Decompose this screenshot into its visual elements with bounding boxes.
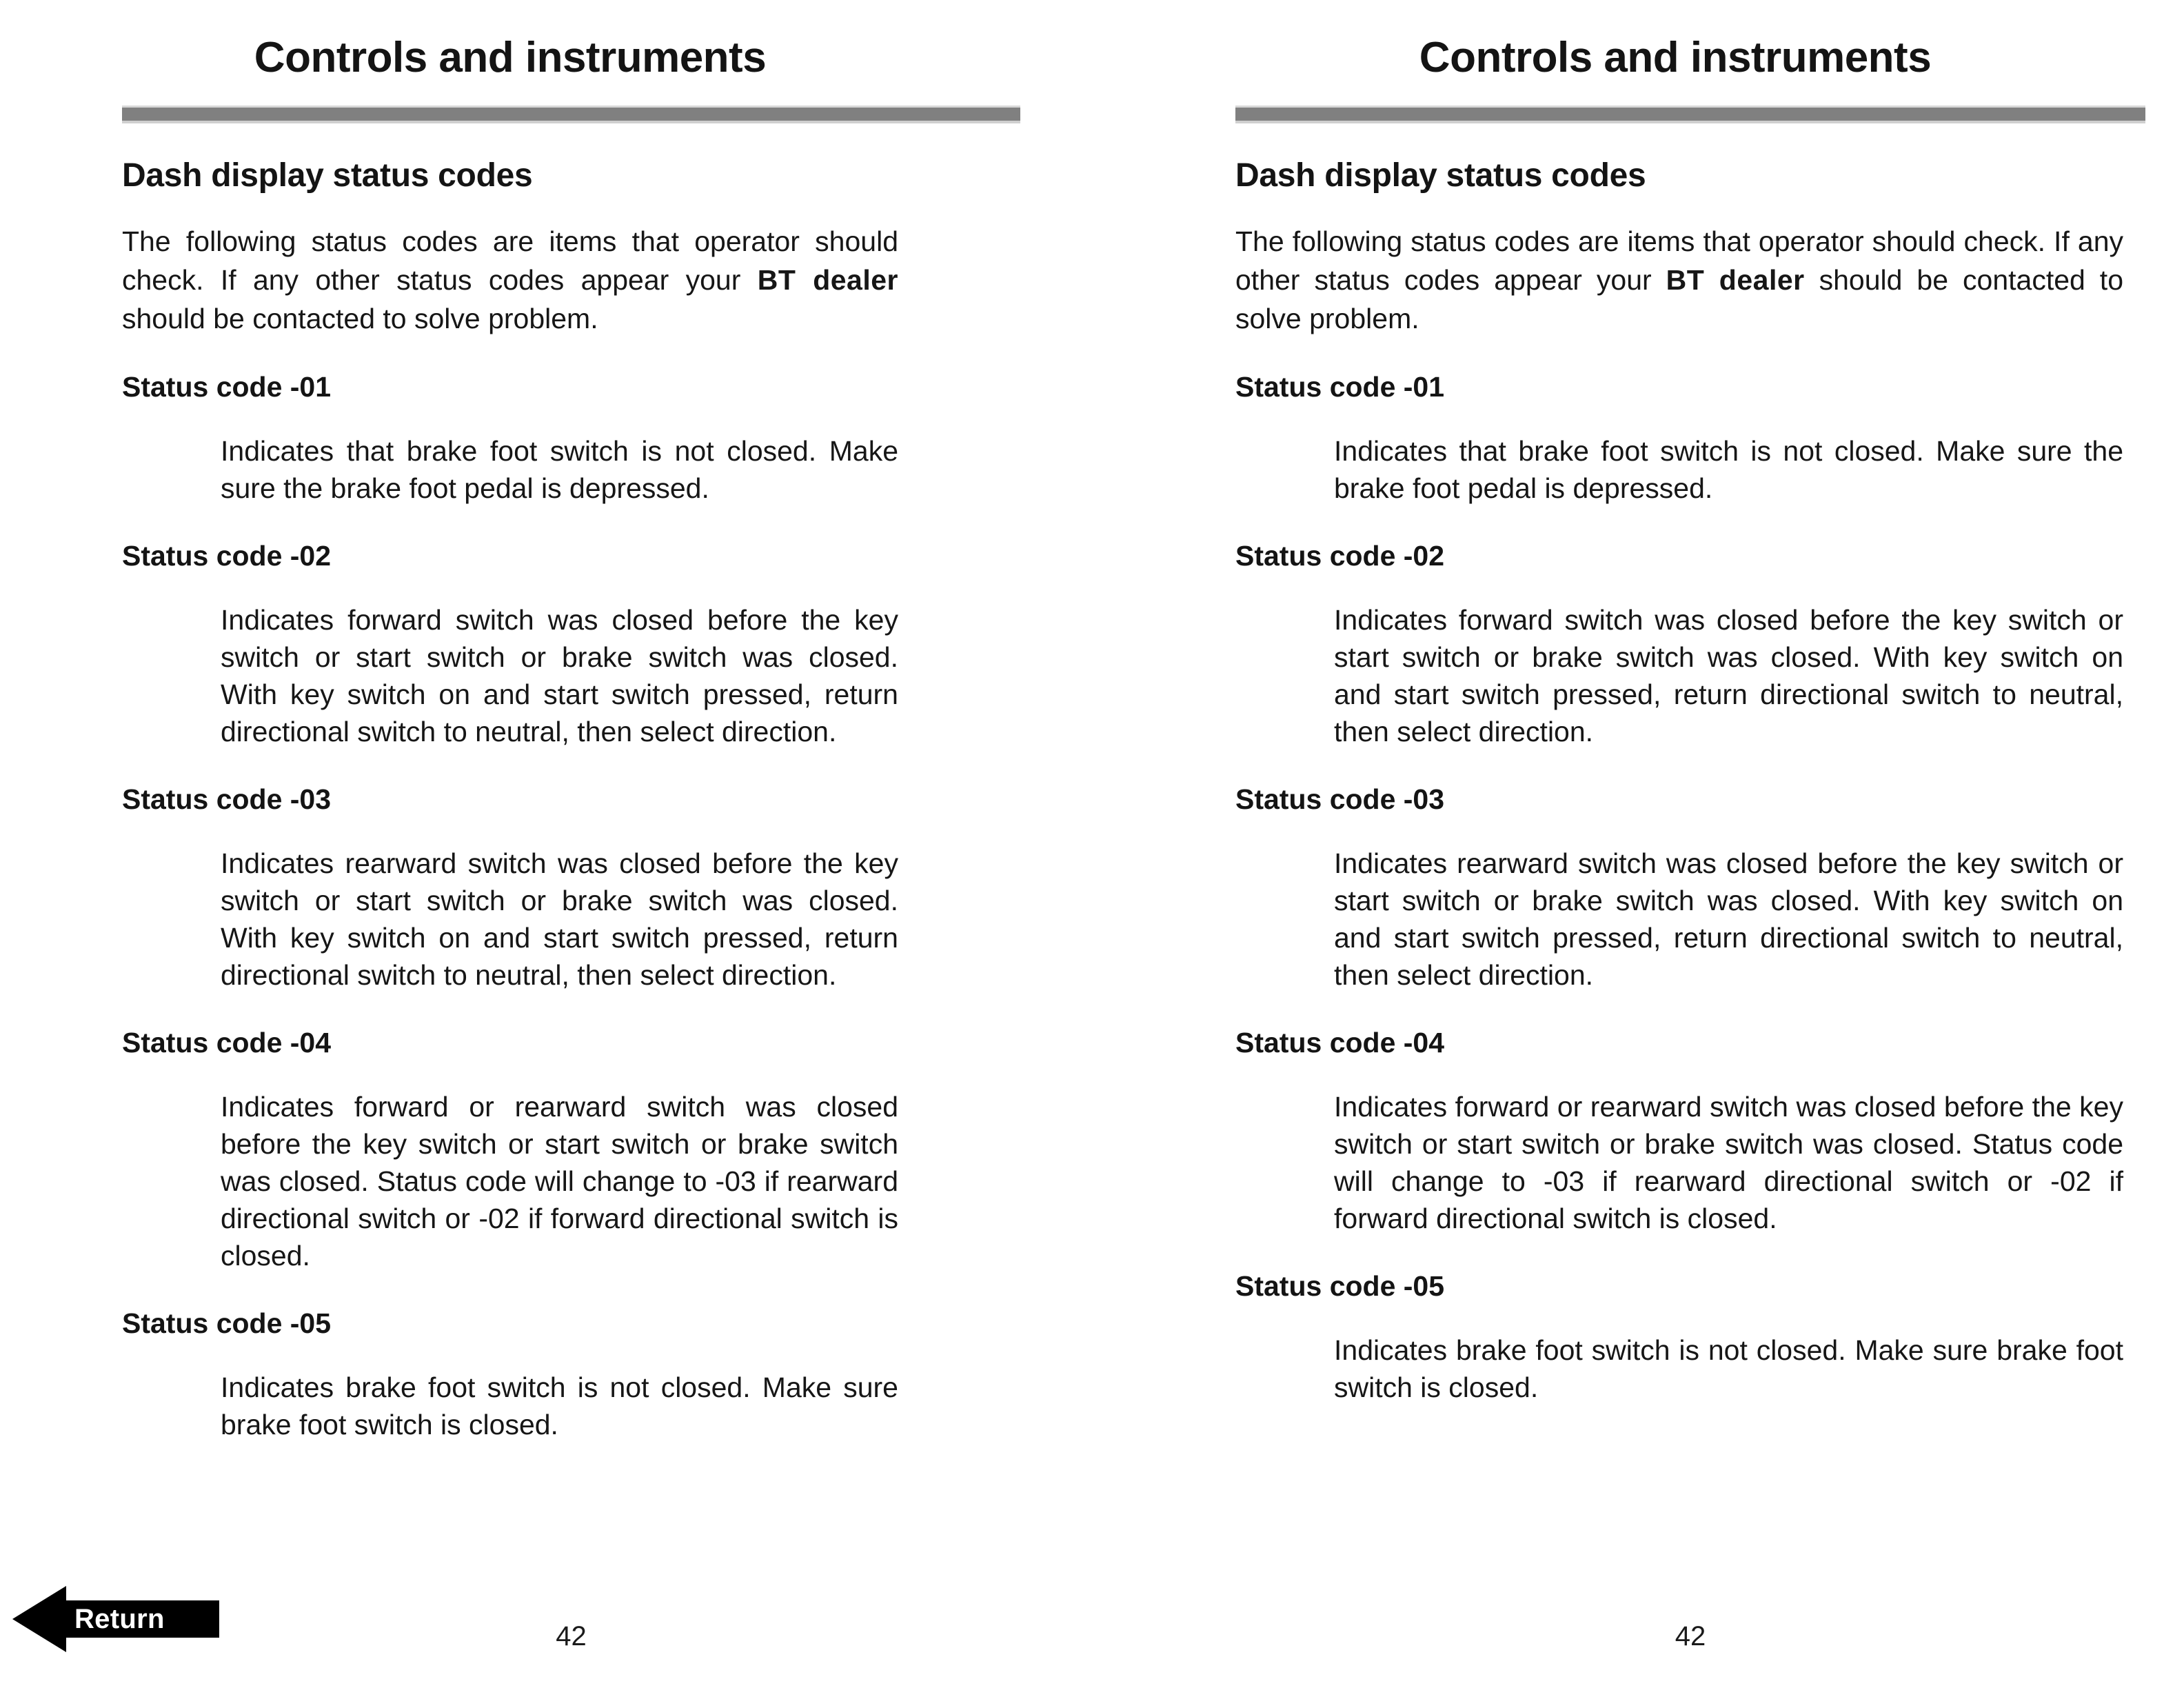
section-heading: Dash display status codes [122,157,533,194]
status-code-body-02: Indicates forward switch was closed before the key switch or start switch or brake switch was closed. With key switch on and start switch pressed, return directional switch to neutral, then select direction. [221,604,898,747]
status-code-body-04: Indicates forward or rearward switch was closed before the key switch or start switch or brake switch was closed. Status code will change to -03 if rearward directional switch or -02 if forward directional switch is closed. [221,1091,898,1272]
status-code-body-03: Indicates rearward switch was closed before the key switch or start switch or brake switch was closed. With key switch on and start switch pressed, return directional switch to neutral, then select direction. [221,847,898,991]
page-title: Controls and instruments [254,34,767,81]
status-code-heading-03: Status code -03 [122,783,332,815]
status-code-body-03-right: Indicates rearward switch was closed before the key switch or start switch or brake switch was closed. With key switch on and start switch pressed, return directional switch to neutral, then select direction. [1334,847,2123,991]
return-button-label: Return [74,1604,165,1634]
page-number-right: 42 [1675,1621,1706,1651]
status-code-heading-03-right: Status code -03 [1235,783,1445,815]
status-code-body-01-right: Indicates that brake foot switch is not closed. Make sure the brake foot pedal is depressed. [1334,435,2123,504]
intro-dealer-emphasis-right: BT dealer [1666,264,1805,296]
status-code-body-01: Indicates that brake foot switch is not closed. Make sure the brake foot pedal is depressed. [221,435,898,504]
status-code-body-04-right: Indicates forward or rearward switch was closed before the key switch or start switch or brake switch was closed. Status code will change to -03 if rearward directional switch or -02 if forward directional switch is closed. [1334,1091,2123,1234]
intro-paragraph [122,222,898,338]
status-code-heading-01-right: Status code -01 [1235,371,1445,403]
status-code-heading-04: Status code -04 [122,1027,332,1058]
return-button[interactable] [12,1586,219,1652]
section-heading-right: Dash display status codes [1235,157,1646,194]
page-number-left: 42 [556,1621,587,1651]
status-code-heading-05: Status code -05 [122,1307,332,1339]
page-left-content [0,157,898,1443]
status-code-heading-02-right: Status code -02 [1235,540,1445,572]
status-code-heading-05-right: Status code -05 [1235,1270,1445,1302]
intro-text-part2-right: should be contacted to solve problem. [1235,264,2124,334]
status-code-body-05: Indicates brake foot switch is not closed. Make sure brake foot switch is closed. [221,1372,898,1440]
status-code-body-05-right: Indicates brake foot switch is not closed. Make sure brake foot switch is closed. [1334,1334,2123,1403]
intro-text-part2: should be contacted to solve problem. [122,303,598,334]
header-divider-rule [122,106,1020,123]
page-right-content [1213,157,2123,1406]
page-right [1213,0,2184,1688]
status-code-body-02-right: Indicates forward switch was closed before the key switch or start switch or brake switch was closed. With key switch on and start switch pressed, return directional switch to neutral, then select direction. [1334,604,2123,747]
intro-paragraph-right [1235,222,2123,338]
status-code-heading-04-right: Status code -04 [1235,1027,1445,1058]
header-divider-rule-right [1235,106,2145,123]
intro-dealer-emphasis: BT dealer [757,264,899,296]
intro-text-part1: The following status codes are items that operator should check. If any other status codes appear your [122,225,898,296]
page-title-right: Controls and instruments [1419,34,1932,81]
intro-text-part1-right: The following status codes are items that operator should check. If any other status codes appear your [1235,225,2123,296]
status-code-heading-02: Status code -02 [122,540,332,572]
left-arrow-icon [12,1586,66,1652]
status-code-heading-01: Status code -01 [122,371,332,403]
